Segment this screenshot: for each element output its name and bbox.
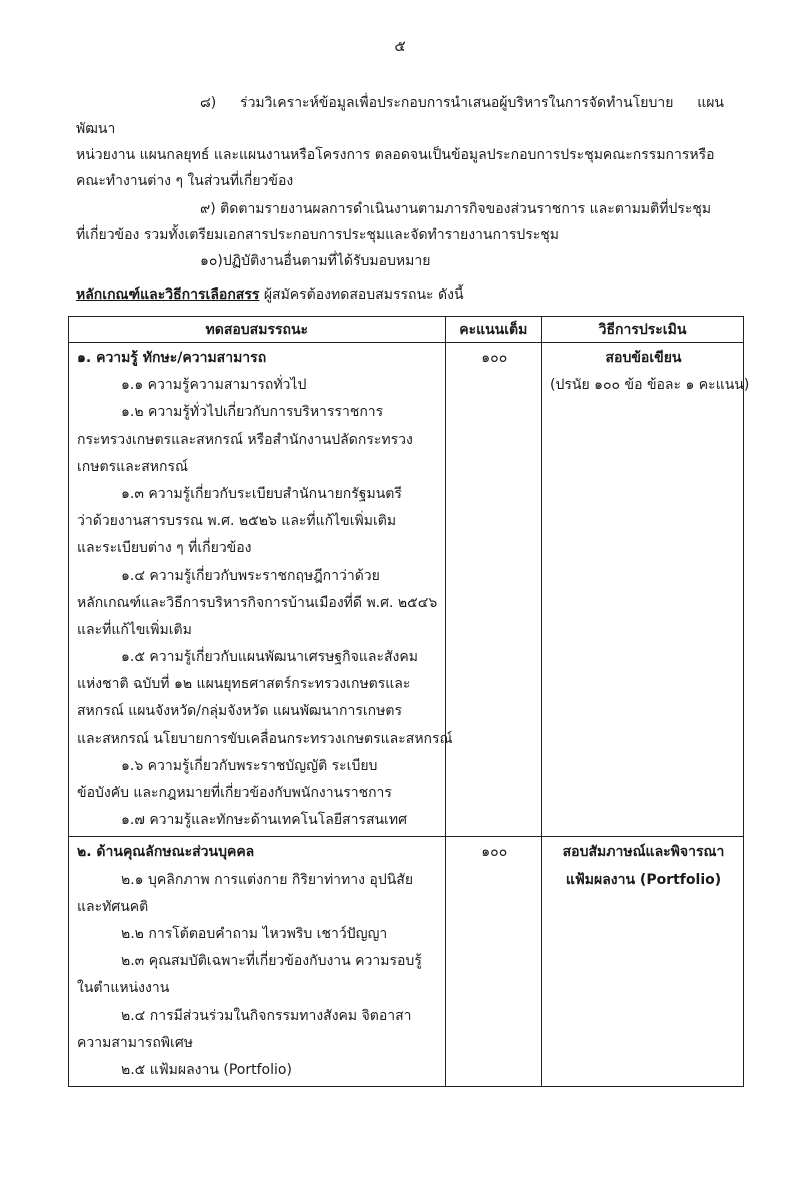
competency-item: ๑.๒ ความรู้ทั่วไปเกี่ยวกับการบริหารราชการ	[121, 404, 384, 421]
competency-item: ๑.๓ ความรู้เกี่ยวกับระเบียบสำนักนายกรัฐมนตรี	[121, 485, 402, 502]
assessment-table	[68, 316, 750, 1087]
competency-item: ๒.๒ การโต้ตอบคำถาม ไหวพริบ เชาว์ปัญญา	[121, 925, 388, 942]
competency-cell	[69, 343, 453, 837]
competency-item: ว่าด้วยงานสารบรรณ พ.ศ. ๒๕๒๖ และที่แก้ไขเพิ่มเติม	[77, 513, 397, 530]
table-body	[69, 343, 750, 1087]
paragraph-line: ๑๐)ปฏิบัติงานอื่นตามที่ได้รับมอบหมาย	[200, 253, 431, 269]
competency-item: ๑.๕ ความรู้เกี่ยวกับแผนพัฒนาเศรษฐกิจและสังคม	[121, 649, 418, 666]
section-title: ๑. ความรู้ ทักษะ/ความสามารถ	[77, 350, 267, 366]
competency-item: ๒.๔ การมีส่วนร่วมในกิจกรรมทางสังคม จิตอาสา	[121, 1007, 412, 1024]
competency-item: แห่งชาติ ฉบับที่ ๑๒ แผนยุทธศาสตร์กระทรวงเกษตรและ	[77, 676, 411, 693]
full-score-cell: ๑๐๐	[445, 343, 541, 837]
method-cell	[542, 837, 744, 1087]
method-text: สอบข้อเขียน	[605, 350, 682, 366]
criteria-title: หลักเกณฑ์และวิธีการเลือกสรร	[76, 287, 260, 303]
paragraph-duty-8	[76, 90, 724, 194]
paragraph-line: คณะทำงานต่าง ๆ ในส่วนที่เกี่ยวข้อง	[76, 173, 294, 189]
method-text: แฟ้มผลงาน (Portfolio)	[565, 871, 722, 888]
competency-item: ๑.๑ ความรู้ความสามารถทั่วไป	[121, 377, 307, 394]
header-method: วิธีการประเมิน	[542, 317, 744, 343]
competency-item: ๑.๔ ความรู้เกี่ยวกับพระราชกฤษฎีกาว่าด้วย	[121, 567, 380, 584]
paragraph-line: หน่วยงาน แผนกลยุทธ์ และแผนงานหรือโครงการ ตลอดจนเป็นข้อมูลประกอบการประชุมคณะกรรมการหรือ	[76, 147, 715, 163]
competency-item: และสหกรณ์ นโยบายการขับเคลื่อนกระทรวงเกษตรและสหกรณ์	[77, 730, 453, 747]
method-text: (ปรนัย ๑๐๐ ข้อ ข้อละ ๑ คะแนน)	[550, 377, 750, 394]
header-full-score: คะแนนเต็ม	[445, 317, 541, 343]
paragraph-line: ที่เกี่ยวข้อง รวมทั้งเตรียมเอกสารประกอบการประชุมและจัดทำรายงานการประชุม	[76, 227, 559, 243]
table-row	[69, 837, 744, 1087]
competency-item: และทัศนคติ	[77, 898, 149, 915]
competency-item: กระทรวงเกษตรและสหกรณ์ หรือสำนักงานปลัดกระทรวง	[77, 431, 413, 448]
method-cell	[542, 343, 750, 837]
paragraph-duty-9	[76, 196, 724, 248]
competency-item: และระเบียบต่าง ๆ ที่เกี่ยวข้อง	[77, 540, 252, 557]
full-score-cell: ๑๐๐	[445, 837, 541, 1087]
competency-item: เกษตรและสหกรณ์	[77, 458, 188, 475]
competency-item: หลักเกณฑ์และวิธีการบริหารกิจการบ้านเมืองที่ดี พ.ศ. ๒๕๔๖	[77, 594, 438, 611]
table-header-row	[69, 317, 744, 343]
method-text: สอบสัมภาษณ์และพิจารณา	[562, 844, 725, 861]
paragraph-duty-10	[76, 248, 724, 274]
competency-item: ๒.๕ แฟ้มผลงาน (Portfolio)	[121, 1061, 292, 1078]
competency-item: ๑.๗ ความรู้และทักษะด้านเทคโนโลยีสารสนเทศ	[121, 812, 407, 829]
competency-item: และที่แก้ไขเพิ่มเติม	[77, 621, 192, 638]
competency-item: ๒.๑ บุคลิกภาพ การแต่งกาย กิริยาท่าทาง อุปนิสัย	[121, 871, 414, 888]
competency-item: ๑.๖ ความรู้เกี่ยวกับพระราชบัญญัติ ระเบียบ	[121, 757, 378, 774]
paragraph-line: ๙) ติดตามรายงานผลการดำเนินงานตามภารกิจของส่วนราชการ และตามมติที่ประชุม	[200, 201, 712, 217]
competency-item: สหกรณ์ แผนจังหวัด/กลุ่มจังหวัด แผนพัฒนาการเกษตร	[77, 703, 402, 720]
criteria-subtitle: ผู้สมัครต้องทดสอบสมรรถนะ ดังนี้	[259, 287, 464, 303]
competency-item: ความสามารถพิเศษ	[77, 1034, 193, 1051]
competency-cell	[69, 837, 446, 1087]
table-row	[69, 343, 744, 837]
competency-item: ๒.๓ คุณสมบัติเฉพาะที่เกี่ยวข้องกับงาน ความรอบรู้	[121, 953, 422, 970]
header-competency: ทดสอบสมรรถนะ	[69, 317, 446, 343]
criteria-heading	[76, 284, 464, 306]
page-number: ๕	[394, 37, 406, 55]
competency-item: ในตำแหน่งงาน	[77, 980, 170, 997]
section-title: ๒. ด้านคุณลักษณะส่วนบุคคล	[77, 844, 255, 861]
competency-item: ข้อบังคับ และกฎหมายที่เกี่ยวข้องกับพนักงานราชการ	[77, 785, 392, 801]
paragraph-line: ๘) ร่วมวิเคราะห์ข้อมูลเพื่อประกอบการนำเสนอผู้บริหารในการจัดทำนโยบาย แผนพัฒนา	[76, 95, 724, 137]
